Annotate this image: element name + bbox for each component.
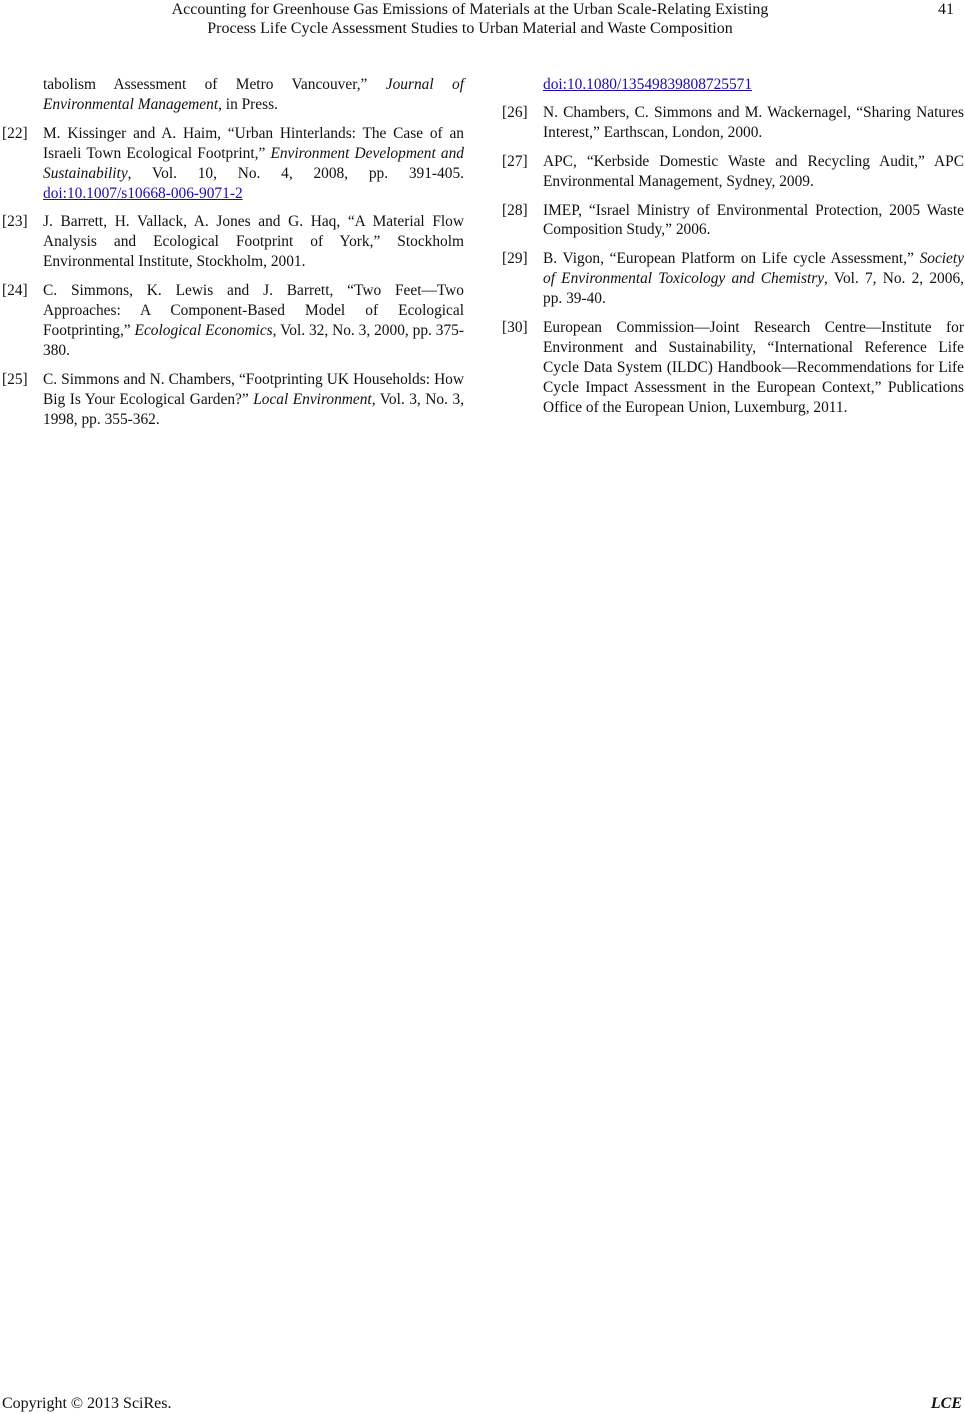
reference-body: J. Barrett, H. Vallack, A. Jones and G. Haq, “A Material Flow Analysis and Ecological Footprint of York,” Stockholm Environmental Institute, Stockholm, 2001. — [43, 213, 464, 271]
journal-name: Local Environment — [253, 390, 372, 408]
reference-body — [43, 124, 464, 204]
reference-text-end: , Vol. 7, No. 2, 2006, pp. 39-40. — [543, 270, 964, 308]
references-right-column — [502, 75, 964, 427]
reference-29 — [502, 249, 964, 309]
reference-number: [26] — [502, 103, 528, 121]
reference-30 — [502, 318, 964, 418]
reference-number: [22] — [2, 124, 28, 142]
reference-number: [29] — [502, 250, 528, 268]
reference-number: [27] — [502, 152, 528, 170]
reference-number: [23] — [2, 213, 28, 231]
reference-body: IMEP, “Israel Ministry of Environmental Protection, 2005 Waste Composition Study,” 2006. — [543, 201, 964, 239]
reference-continuation — [502, 75, 964, 95]
reference-number: [30] — [502, 319, 528, 337]
reference-text-end: , in Press. — [218, 95, 278, 113]
reference-text-end: , Vol. 32, No. 3, 2000, pp. 375-380. — [43, 321, 464, 359]
reference-body: N. Chambers, C. Simmons and M. Wackernagel, “Sharing Natures Interest,” Earthscan, London, 2000. — [543, 103, 964, 141]
reference-continuation — [2, 75, 464, 115]
running-title-line1: Accounting for Greenhouse Gas Emissions of Materials at the Urban Scale-Relating Existing — [171, 1, 769, 18]
reference-text-end: , Vol. 3, No. 3, 1998, pp. 355-362. — [43, 390, 464, 428]
reference-number: [24] — [2, 282, 28, 300]
reference-text: C. Simmons and N. Chambers, “Footprinting UK Households: How Big Is Your Ecological Garden?” — [43, 370, 464, 408]
reference-24 — [2, 281, 464, 361]
reference-text: tabolism Assessment of Metro Vancouver,” — [43, 76, 386, 93]
reference-number: [25] — [2, 370, 28, 388]
reference-body: APC, “Kerbside Domestic Waste and Recycling Audit,” APC Environmental Management, Sydney, 2009. — [543, 152, 964, 190]
reference-text: M. Kissinger and A. Haim, “Urban Hinterlands: The Case of an Israeli Town Ecological Footprint,” — [43, 124, 464, 162]
reference-25 — [2, 370, 464, 430]
reference-text: C. Simmons, K. Lewis and J. Barrett, “Two Feet—Two Approaches: A Component-Based Model of Ecological Footprinting,” — [43, 282, 464, 339]
reference-23 — [2, 212, 464, 272]
reference-27 — [502, 152, 964, 192]
running-title — [120, 0, 820, 38]
journal-abbreviation: LCE — [930, 1395, 962, 1412]
reference-number: [28] — [502, 201, 528, 219]
page-number: 41 — [938, 1, 954, 18]
journal-name: Ecological Economics — [134, 321, 273, 339]
running-title-line2: Process Life Cycle Assessment Studies to Urban Material and Waste Composition — [207, 20, 733, 37]
reference-28 — [502, 201, 964, 241]
journal-name: Journal of Environmental Management — [43, 76, 464, 113]
doi-link[interactable]: doi:10.1007/s10668-006-9071-2 — [43, 184, 243, 202]
reference-text-end: , Vol. 10, No. 4, 2008, pp. 391-405. — [127, 164, 464, 182]
reference-body — [43, 281, 464, 361]
reference-22 — [2, 124, 464, 204]
reference-body — [43, 370, 464, 430]
reference-body: European Commission—Joint Research Centre—Institute for Environment and Sustainability, “International Reference Life Cycle Data System (ILDC) Handbook—Recommendations for Life Cycle Impact Assessment in the European Context,” Publications Office of the European Union, Luxemburg, 2011. — [543, 319, 964, 416]
reference-body — [543, 249, 964, 309]
references-left-column — [2, 75, 464, 439]
journal-name: Society of Environmental Toxicology and Chemistry — [543, 250, 964, 288]
doi-link[interactable]: doi:10.1080/13549839808725571 — [543, 76, 753, 93]
journal-name: Environment Development and Sustainability — [43, 144, 464, 182]
copyright-notice: Copyright © 2013 SciRes. — [2, 1395, 172, 1412]
reference-text: B. Vigon, “European Platform on Life cycle Assessment,” — [543, 250, 920, 268]
reference-26 — [502, 103, 964, 143]
